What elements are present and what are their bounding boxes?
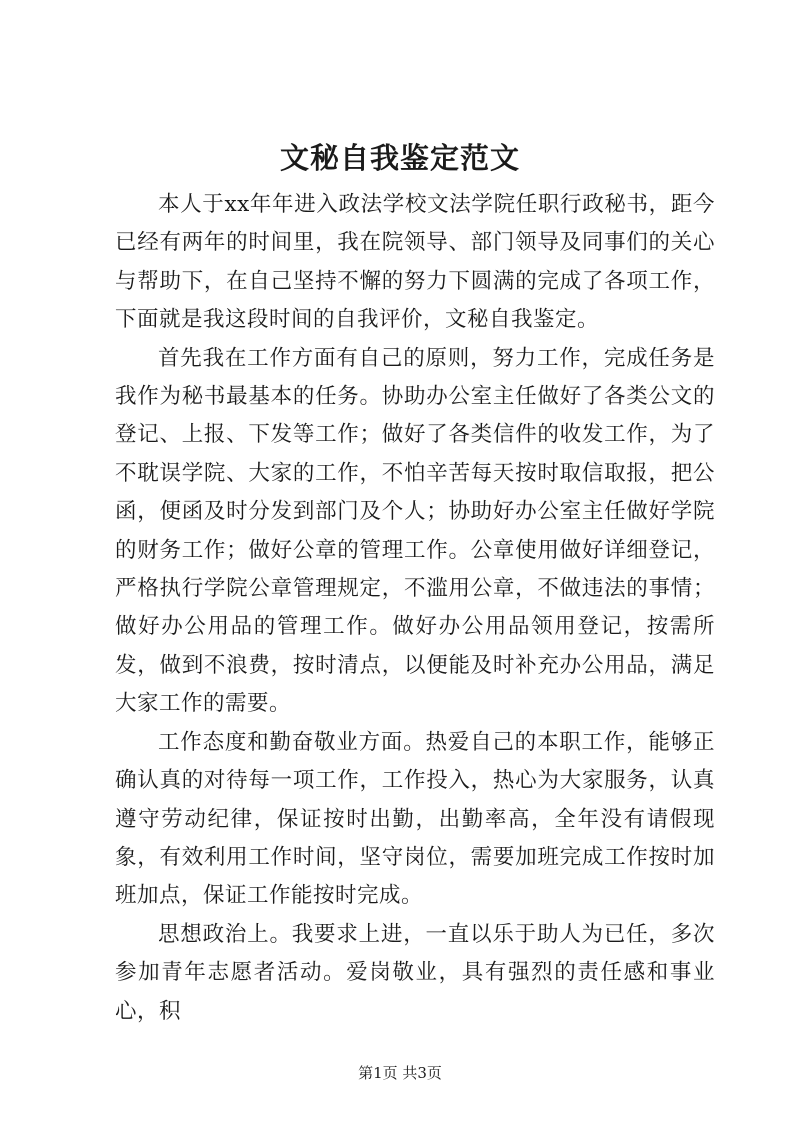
paragraph-work-attitude: 工作态度和勤奋敬业方面。热爱自己的本职工作，能够正确认真的对待每一项工作，工作投入，热心为大家服务，认真遵守劳动纪律，保证按时出勤，出勤率高，全年没有请假现象，有效利用工作时间，坚守岗位，需要加班完成工作按时加班加点，保证工作能按时完成。: [115, 729, 715, 909]
page-number-footer: 第1页 共3页: [358, 1064, 442, 1082]
paragraph-political-thought: 思想政治上。我要求上进，一直以乐于助人为已任，多次参加青年志愿者活动。爱岗敬业，具有强烈的责任感和事业心，积: [115, 921, 715, 1024]
document-body: [115, 186, 715, 1031]
paragraph-work-principles: 首先我在工作方面有自己的原则，努力工作，完成任务是我作为秘书最基本的任务。协助办公室主任做好了各类公文的登记、上报、下发等工作；做好了各类信件的收发工作，为了不耽误学院、大家的工作，不怕辛苦每天按时取信取报，把公函，便函及时分发到部门及个人；协助好办公室主任做好学院的财务工作；做好公章的管理工作。公章使用做好详细登记，严格执行学院公章管理规定，不滥用公章，不做违法的事情；做好办公用品的管理工作。做好办公用品领用登记，按需所发，做到不浪费，按时清点，以便能及时补充办公用品，满足大家工作的需要。: [115, 345, 715, 717]
paragraph-intro: 本人于xx年年进入政法学校文法学院任职行政秘书，距今已经有两年的时间里，我在院领导、部门领导及同事们的关心与帮助下，在自己坚持不懈的努力下圆满的完成了各项工作，下面就是我这段时间的自我评价，文秘自我鉴定。: [115, 192, 715, 333]
document-title: 文秘自我鉴定范文: [279, 141, 520, 175]
